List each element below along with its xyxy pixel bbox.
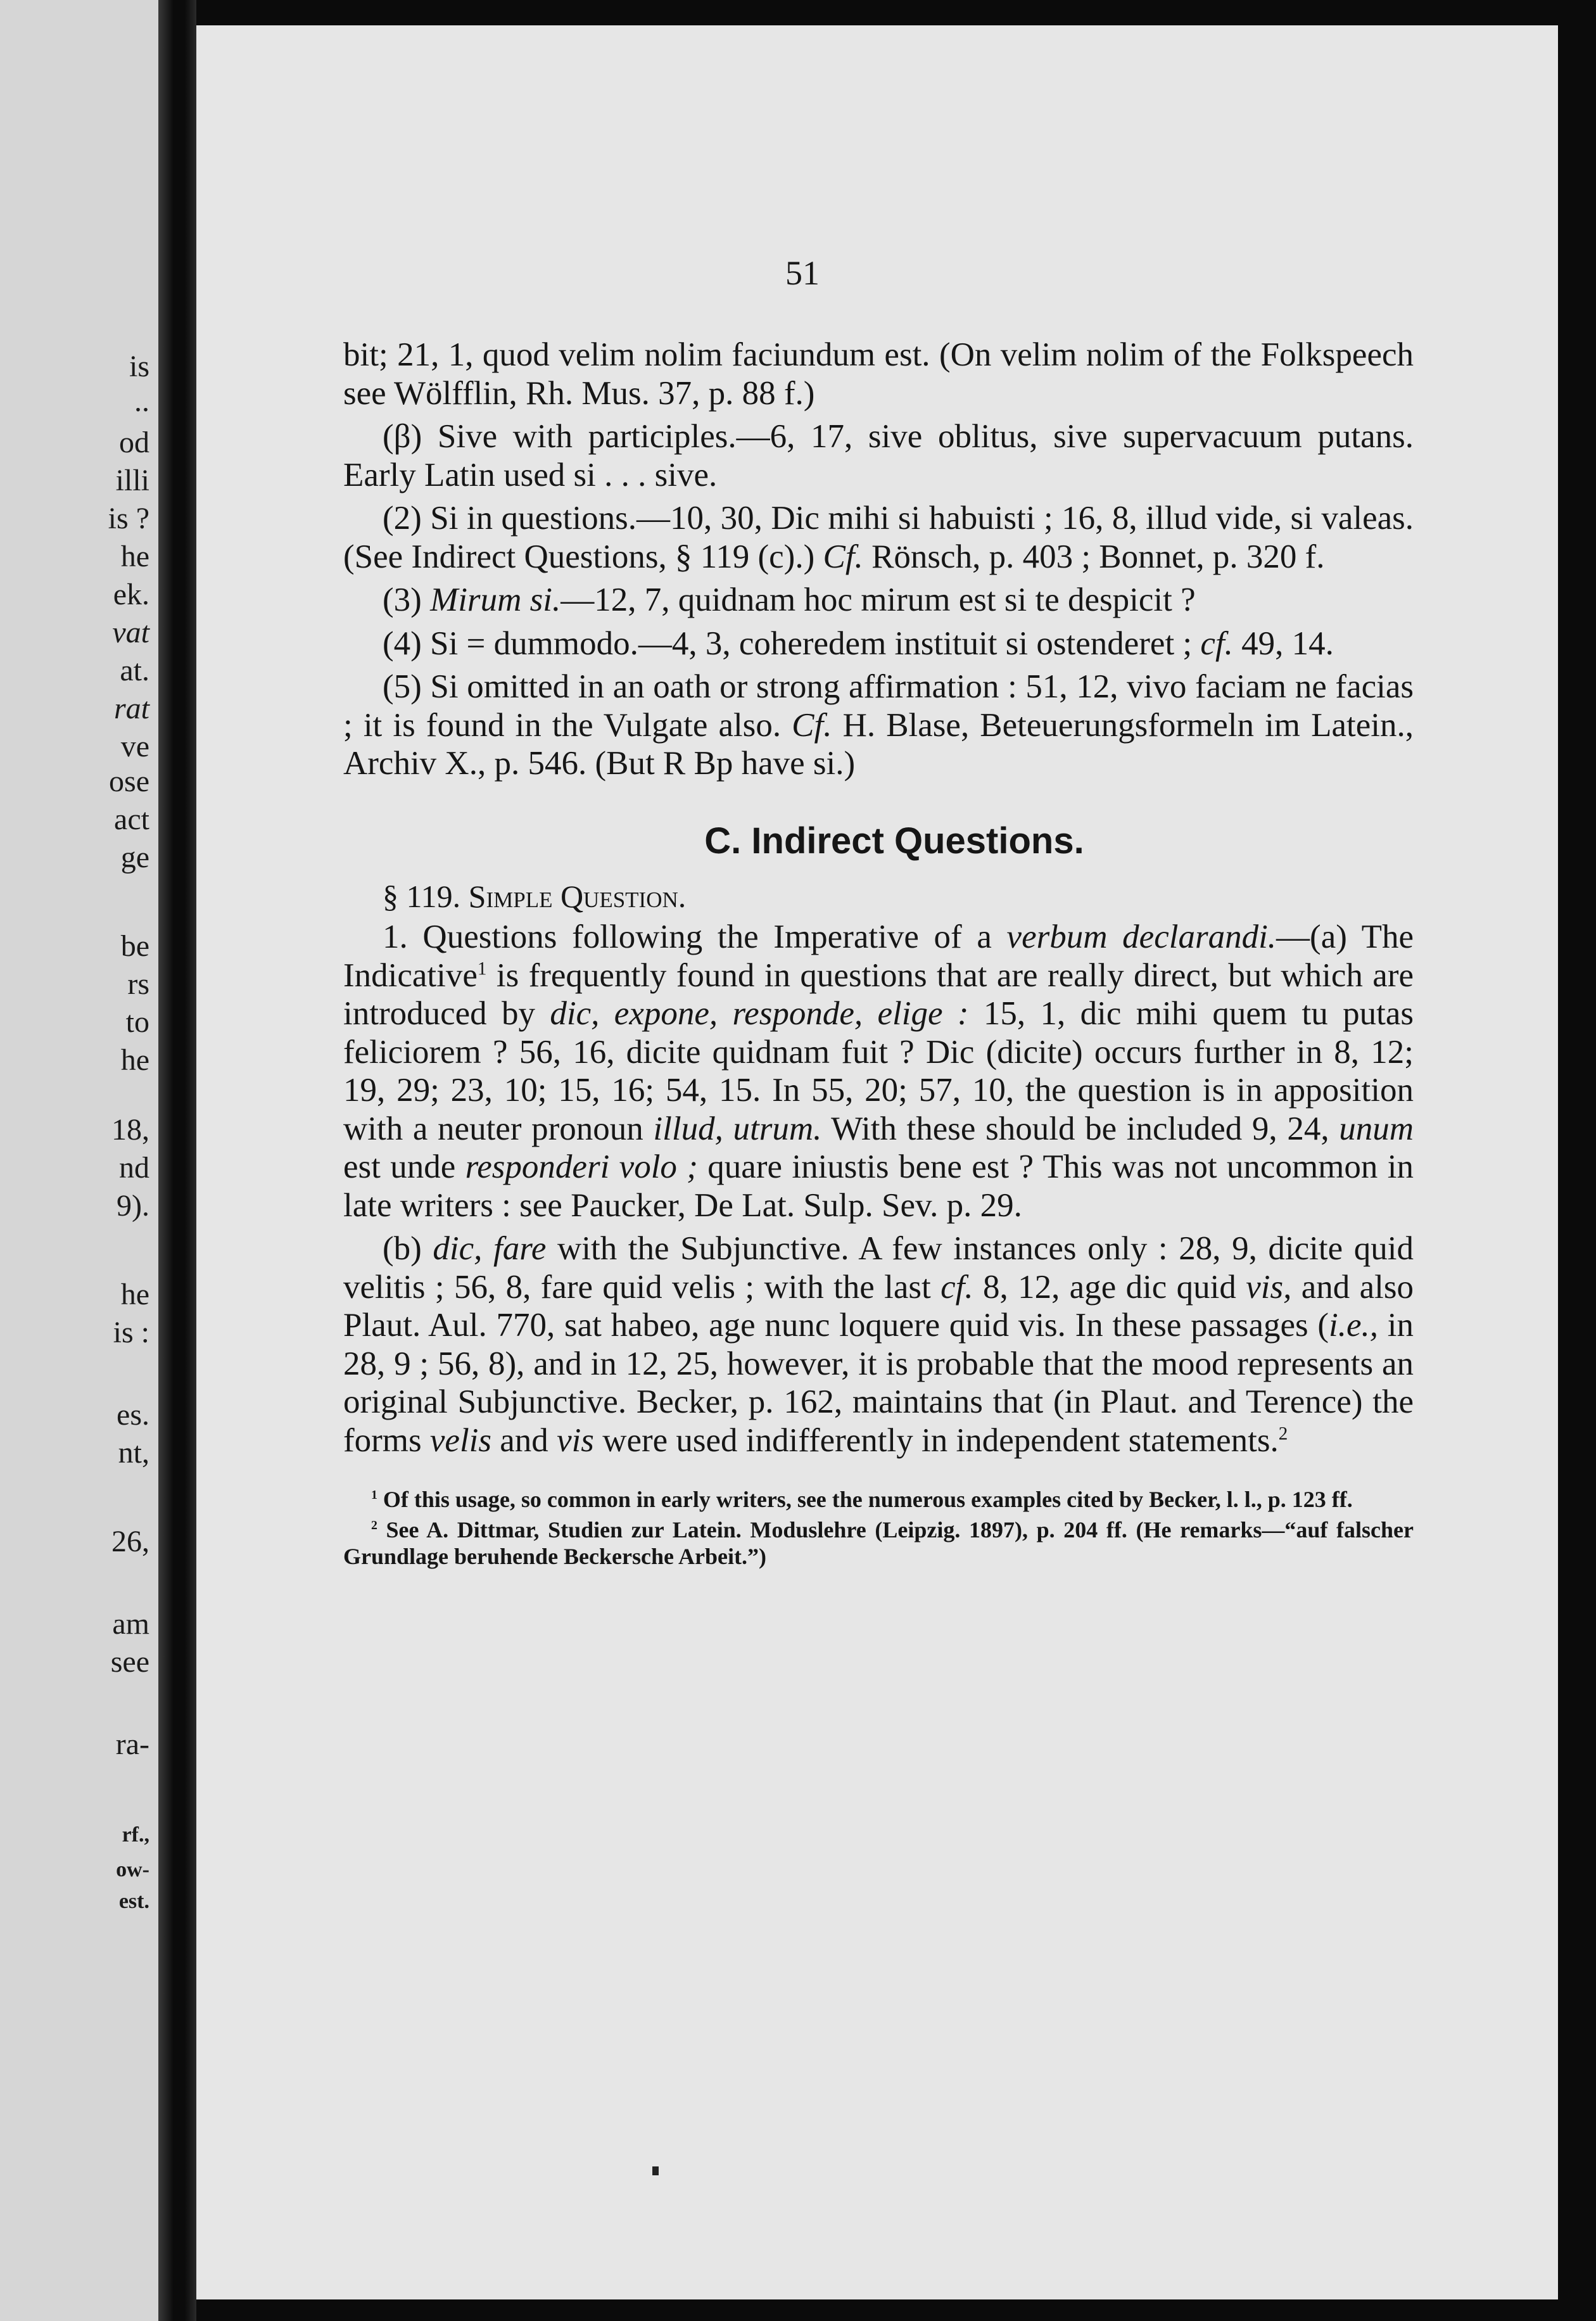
- facing-page-fragment: illi: [115, 464, 149, 497]
- paragraph-subjunctive: (b) dic, fare with the Subjunctive. A few instances only : 28, 9, dicite quid velitis ; 56, 8, fare quid velis ; with the last cf. 8, 12, age dic quid vis, and also Plaut. Aul. 770, sat habeo, age nunc loquere quid vis. In these passages (i.e., in 28, 9 ; 56, 8), and in 12, 25, however, it is probable that the mood represents an original Subjunctive. Becker, p. 162, maintains that (in Plaut. and Terence) the forms velis and vis were used indifferently in independent statements.$^2$: [343, 1230, 1414, 1459]
- facing-page-fragment: rs: [127, 967, 149, 1001]
- book-gutter: [158, 0, 196, 2321]
- facing-page-fragment: to: [125, 1005, 149, 1039]
- facing-page-fragment: he: [120, 540, 149, 573]
- facing-page-fragment: is: [129, 350, 149, 383]
- footnote-ref-1: 1: [477, 958, 487, 979]
- facing-page-fragment: rat: [113, 692, 149, 725]
- facing-page-fragment: he: [120, 1043, 149, 1077]
- facing-page-fragment: am: [112, 1607, 149, 1641]
- footnote-2: $^2$ See A. Dittmar, Studien zur Latein. Moduslehre (Leipzig. 1897), p. 204 ff. (He remarks—“auf falscher Grundlage beruhende Beckersche Arbeit.”): [343, 1517, 1414, 1569]
- subsection-title: § 119. Simple Question.: [383, 878, 687, 914]
- facing-page-fragment: he: [120, 1278, 149, 1311]
- facing-page-fragment: at.: [120, 654, 149, 687]
- paragraph-sive: (β) Sive with participles.—6, 17, sive oblitus, sive supervacuum putans. Early Latin used si . . . sive.: [343, 418, 1414, 493]
- footnote-1: $^1$ Of this usage, so common in early writers, see the numerous examples cited by Becker, l. l., p. 123 ff.: [371, 1487, 1353, 1512]
- paragraph-si-questions: (2) Si in questions.—10, 30, Dic mihi si habuisti ; 16, 8, illud vide, si valeas. (See Indirect Questions, § 119 (c).) Cf. Rönsch, p. 403 ; Bonnet, p. 320 f.: [343, 500, 1414, 575]
- facing-page-fragment: vat: [112, 616, 149, 649]
- facing-page-fragment: ..: [134, 385, 149, 418]
- facing-page-fragment: ow-: [116, 1858, 149, 1881]
- facing-page-fragment: see: [110, 1645, 149, 1679]
- facing-page-fragment: 9).: [117, 1189, 149, 1223]
- facing-page-fragment: ra-: [115, 1727, 149, 1761]
- page-body: [343, 336, 1414, 1574]
- facing-page-fragment: od: [119, 426, 149, 459]
- facing-page-fragment: ose: [109, 765, 149, 798]
- paragraph-mirum-si: (3) Mirum si.—12, 7, quidnam hoc mirum est si te despicit ?: [383, 582, 1196, 618]
- facing-page-fragment: es.: [117, 1398, 149, 1432]
- facing-page-fragment: nt,: [118, 1436, 149, 1470]
- print-speck: [652, 2166, 659, 2175]
- paragraph-si-dummodo: (4) Si = dummodo.—4, 3, coheredem instituit si ostenderet ; cf. 49, 14.: [383, 625, 1334, 662]
- facing-page-fragment: is ?: [108, 502, 149, 535]
- facing-page-edge: [0, 0, 158, 2321]
- facing-page-fragment: est.: [118, 1890, 149, 1913]
- section-heading: C. Indirect Questions.: [704, 820, 1084, 862]
- facing-page-fragment: 26,: [111, 1525, 149, 1558]
- paragraph-continued: bit; 21, 1, quod velim nolim faciundum est. (On velim nolim of the Folkspeech see Wölfflin, Rh. Mus. 37, p. 88 f.): [343, 336, 1414, 412]
- facing-page-fragment: ve: [120, 730, 149, 763]
- facing-page-fragment: is :: [113, 1316, 149, 1349]
- facing-page-fragment: rf.,: [122, 1823, 149, 1847]
- facing-page-fragment: nd: [119, 1151, 149, 1185]
- book-page: [196, 25, 1558, 2299]
- footnotes: [343, 1486, 1414, 1570]
- footnote-ref-2: 2: [1278, 1423, 1288, 1444]
- facing-page-fragment: be: [120, 929, 149, 963]
- facing-page-fragment: act: [114, 803, 149, 836]
- facing-page-fragment: ek.: [113, 578, 149, 611]
- facing-page-fragment: 18,: [111, 1113, 149, 1147]
- paragraph-si-omitted: (5) Si omitted in an oath or strong affirmation : 51, 12, vivo faciam ne facias ; it is found in the Vulgate also. Cf. H. Blase, Beteuerungsformeln im Latein., Archiv X., p. 546. (But R Bp have si.): [343, 668, 1414, 782]
- facing-page-fragment: ge: [120, 841, 149, 874]
- page-number: 51: [785, 254, 820, 292]
- paragraph-questions-imperative: 1. Questions following the Imperative of a verbum declarandi.—(a) The Indicative$^1$ is frequently found in questions that are really direct, but which are introduced by dic, expone, responde, elige : 15, 1, dic mihi quem tu putas feliciorem ? 56, 16, dicite quidnam fuit ? Dic (dicite) occurs further in 8, 12; 19, 29; 23, 10; 15, 16; 54, 15. In 55, 20; 57, 10, the question is in apposition with a neuter pronoun illud, utrum. With these should be included 9, 24, unum est unde responderi volo ; quare iniustis bene est ? This was not uncommon in late writers : see Paucker, De Lat. Sulp. Sev. p. 29.: [343, 919, 1414, 1224]
